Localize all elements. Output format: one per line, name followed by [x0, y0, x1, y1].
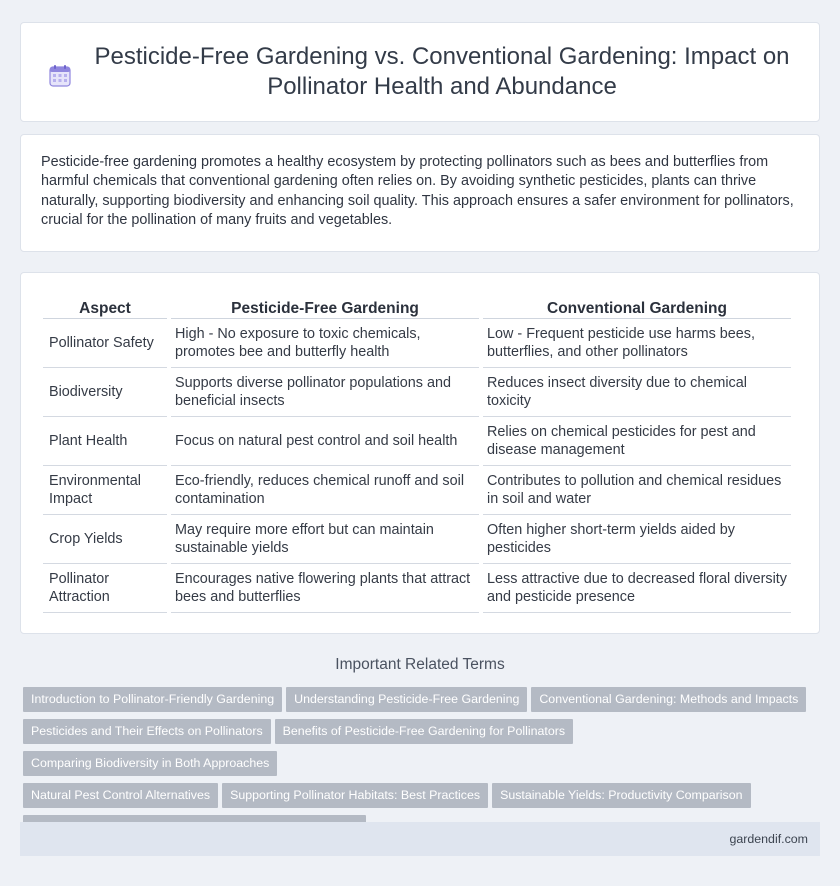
row-pesticide-free: High - No exposure to toxic chemicals, promotes bee and butterfly health: [171, 319, 479, 368]
row-aspect: Crop Yields: [43, 515, 167, 564]
row-conventional: Contributes to pollution and chemical residues in soil and water: [483, 466, 791, 515]
row-aspect: Biodiversity: [43, 368, 167, 417]
term-tag[interactable]: Comparing Biodiversity in Both Approaches: [23, 751, 277, 776]
row-pesticide-free: Focus on natural pest control and soil health: [171, 417, 479, 466]
term-tag[interactable]: Natural Pest Control Alternatives: [23, 783, 218, 808]
row-conventional: Low - Frequent pesticide use harms bees, butterflies, and other pollinators: [483, 319, 791, 368]
calendar-icon: [48, 64, 72, 88]
term-tag[interactable]: Sustainable Yields: Productivity Comparison: [492, 783, 750, 808]
term-tag[interactable]: Supporting Pollinator Habitats: Best Practices: [222, 783, 488, 808]
title-card: [20, 22, 820, 122]
table-row: [43, 564, 791, 613]
row-conventional: Less attractive due to decreased floral diversity and pesticide presence: [483, 564, 791, 613]
page-title: Pesticide-Free Gardening vs. Conventional Gardening: Impact on Pollinator Health and Abundance: [94, 43, 790, 100]
row-conventional: Relies on chemical pesticides for pest and disease management: [483, 417, 791, 466]
related-terms-title: Important Related Terms: [335, 656, 505, 673]
row-pesticide-free: Encourages native flowering plants that attract bees and butterflies: [171, 564, 479, 613]
table-row: [43, 319, 791, 368]
header-aspect: Aspect: [43, 297, 167, 319]
comparison-card: [20, 272, 820, 634]
term-tag[interactable]: Understanding Pesticide-Free Gardening: [286, 687, 527, 712]
row-aspect: Environmental Impact: [43, 466, 167, 515]
table-row: [43, 515, 791, 564]
term-tag[interactable]: Introduction to Pollinator-Friendly Gardening: [23, 687, 282, 712]
header-conventional: Conventional Gardening: [483, 297, 791, 319]
term-tag[interactable]: Pesticides and Their Effects on Pollinators: [23, 719, 271, 744]
row-pesticide-free: Eco-friendly, reduces chemical runoff and soil contamination: [171, 466, 479, 515]
term-tag[interactable]: Benefits of Pesticide-Free Gardening for Pollinators: [275, 719, 573, 744]
intro-text: Pesticide-free gardening promotes a healthy ecosystem by protecting pollinators such as bees and butterflies from harmful chemicals that conventional gardening often relies on. By avoiding synthetic pesticides, plants can thrive naturally, supporting biodiversity and enhancing soil quality. This approach ensures a safer environment for pollinators, crucial for the pollination of many fruits and vegetables.: [41, 154, 794, 228]
row-conventional: Often higher short-term yields aided by pesticides: [483, 515, 791, 564]
row-aspect: Pollinator Attraction: [43, 564, 167, 613]
table-row: [43, 417, 791, 466]
row-pesticide-free: Supports diverse pollinator populations and beneficial insects: [171, 368, 479, 417]
row-aspect: Pollinator Safety: [43, 319, 167, 368]
table-header-row: [43, 297, 791, 319]
comparison-table: [39, 297, 795, 613]
term-tag[interactable]: Conventional Gardening: Methods and Impacts: [531, 687, 806, 712]
header-pesticide-free: Pesticide-Free Gardening: [171, 297, 479, 319]
row-pesticide-free: May require more effort but can maintain sustainable yields: [171, 515, 479, 564]
row-conventional: Reduces insect diversity due to chemical toxicity: [483, 368, 791, 417]
footer: [20, 822, 820, 856]
row-aspect: Plant Health: [43, 417, 167, 466]
table-row: [43, 368, 791, 417]
table-row: [43, 466, 791, 515]
intro-card: [20, 134, 820, 252]
footer-site[interactable]: gardendif.com: [729, 832, 808, 846]
